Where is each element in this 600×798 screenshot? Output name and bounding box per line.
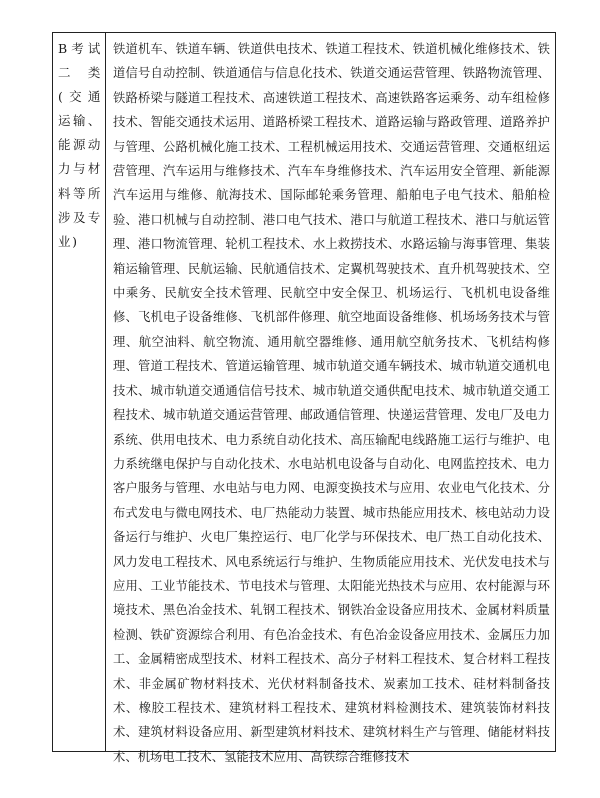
table-row xyxy=(53,33,556,752)
category-label: B考试二类(交通运输、能源动力与材料等所涉及专业) xyxy=(58,41,102,249)
majors-cell xyxy=(106,33,556,764)
majors-list: 铁道机车、铁道车辆、铁道供电技术、铁道工程技术、铁道机械化维修技术、铁道信号自动控制、铁道通信与信息化技术、铁道交通运营管理、铁路物流管理、铁路桥梁与隧道工程技术、高速铁道工程技术、高速铁路客运乘务、动车组检修技术、智能交通技术运用、道路桥梁工程技术、道路运输与路政管理、道路养护与管理、公路机械化施工技术、工程机械运用技术、交通运营管理、交通枢纽运营管理、汽车运用与维修技术、汽车车身维修技术、汽车运用安全管理、新能源汽车运用与维修、航海技术、国际邮轮乘务管理、船舶电子电气技术、船舶检验、港口机械与自动控制、港口电气技术、港口与航道工程技术、港口与航运管理、港口物流管理、轮机工程技术、水上救捞技术、水路运输与海事管理、集装箱运输管理、民航运输、民航通信技术、定翼机驾驶技术、直升机驾驶技术、空中乘务、民航安全技术管理、民航空中安全保卫、机场运行、飞机机电设备维修、飞机电子设备维修、飞机部件修理、航空地面设备维修、机场场务技术与管理、航空油料、航空物流、通用航空器维修、通用航空航务技术、飞机结构修理、管道工程技术、管道运输管理、城市轨道交通车辆技术、城市轨道交通机电技术、城市轨道交通通信信号技术、城市轨道交通供配电技术、城市轨道交通工程技术、城市轨道交通运营管理、邮政通信管理、快递运营管理、发电厂及电力系统、供用电技术、电力系统自动化技术、高压输配电线路施工运行与维护、电力系统继电保护与自动化技术、水电站机电设备与自动化、电网监控技术、电力客户服务与管理、水电站与电力网、电源变换技术与应用、农业电气化技术、分布式发电与微电网技术、电厂热能动力装置、城市热能应用技术、核电站动力设备运行与维护、火电厂集控运行、电厂化学与环保技术、电厂热工自动化技术、风力发电工程技术、风电系统运行与维护、生物质能应用技术、光伏发电技术与应用、工业节能技术、节电技术与管理、太阳能光热技术与应用、农村能源与环境技术、黑色冶金技术、轧钢工程技术、钢铁冶金设备应用技术、金属材料质量检测、铁矿资源综合利用、有色冶金技术、有色冶金设备应用技术、金属压力加工、金属精密成型技术、材料工程技术、高分子材料工程技术、复合材料工程技术、非金属矿物材料技术、光伏材料制备技术、炭素加工技术、硅材料制备技术、橡胶工程技术、建筑材料工程技术、建筑材料检测技术、建筑装饰材料技术、建筑材料设备应用、新型建筑材料技术、建筑材料生产与管理、储能材料技术、机场电工技术、氢能技术应用、高铁综合维修技术 xyxy=(113,42,550,764)
category-cell xyxy=(53,33,106,752)
specialty-table xyxy=(52,32,556,764)
